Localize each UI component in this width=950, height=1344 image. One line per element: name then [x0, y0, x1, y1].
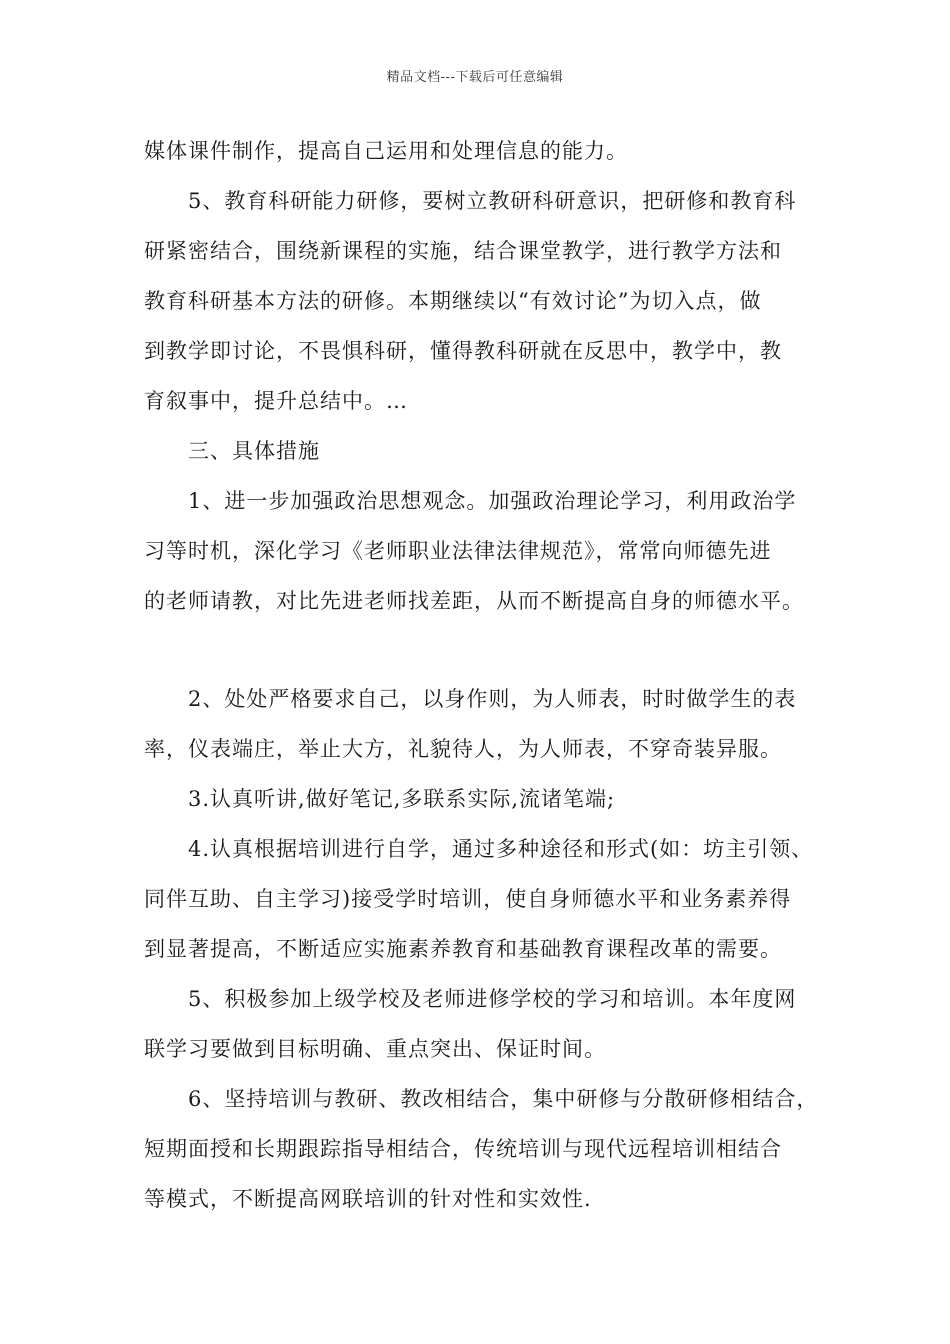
paragraph-measure-4: 4.认真根据培训进行自学，通过多种途径和形式(如：坊主引领、	[188, 837, 814, 861]
document-body	[144, 126, 824, 1224]
text-line: 率，仪表端庄，举止大方，礼貌待人，为人师表，不穿奇装异服。	[144, 737, 782, 761]
paragraph-research-ability: 5、教育科研能力研修，要树立教研科研意识，把研修和教育科	[188, 189, 797, 213]
text-line: 习等时机，深化学习《老师职业法律法律规范》，常常向师德先进	[144, 539, 772, 563]
text-line: 联学习要做到目标明确、重点突出、保证时间。	[144, 1037, 606, 1061]
text-line: 媒体课件制作，提高自己运用和处理信息的能力。	[144, 139, 628, 163]
paragraph-measure-3: 3.认真听讲,做好笔记,多联系实际,流诸笔端;	[188, 787, 616, 811]
text-line: 同伴互助、自主学习)接受学时培训，使自身师德水平和业务素养得	[144, 887, 792, 911]
text-line: 等模式，不断提高网联培训的针对性和实效性.	[144, 1187, 592, 1211]
text-line: 研紧密结合，围绕新课程的实施，结合课堂教学，进行教学方法和	[144, 239, 782, 263]
paragraph-measure-5: 5、积极参加上级学校及老师进修学校的学习和培训。本年度网	[188, 987, 797, 1011]
paragraph-measure-2: 2、处处严格要求自己，以身作则，为人师表，时时做学生的表	[188, 687, 797, 711]
text-line: 到显著提高，不断适应实施素养教育和基础教育课程改革的需要。	[144, 937, 782, 961]
page-header: 精品文档---下载后可任意编辑	[386, 70, 564, 85]
text-line: 短期面授和长期跟踪指导相结合，传统培训与现代远程培训相结合	[144, 1137, 782, 1161]
section-heading-measures: 三、具体措施	[188, 439, 320, 463]
text-line: 教育科研基本方法的研修。本期继续以“有效讨论”为切入点，做	[144, 289, 762, 313]
paragraph-measure-1: 1、进一步加强政治思想观念。加强政治理论学习，利用政治学	[188, 489, 797, 513]
paragraph-gap	[144, 626, 824, 674]
text-line: 到教学即讨论，不畏惧科研，懂得教科研就在反思中，教学中，教	[144, 339, 782, 363]
text-line: 的老师请教，对比先进老师找差距，从而不断提高自身的师德水平。	[144, 589, 804, 613]
paragraph-measure-6: 6、坚持培训与教研、教改相结合，集中研修与分散研修相结合，	[188, 1087, 819, 1111]
text-line: 育叙事中，提升总结中。…	[144, 389, 408, 413]
